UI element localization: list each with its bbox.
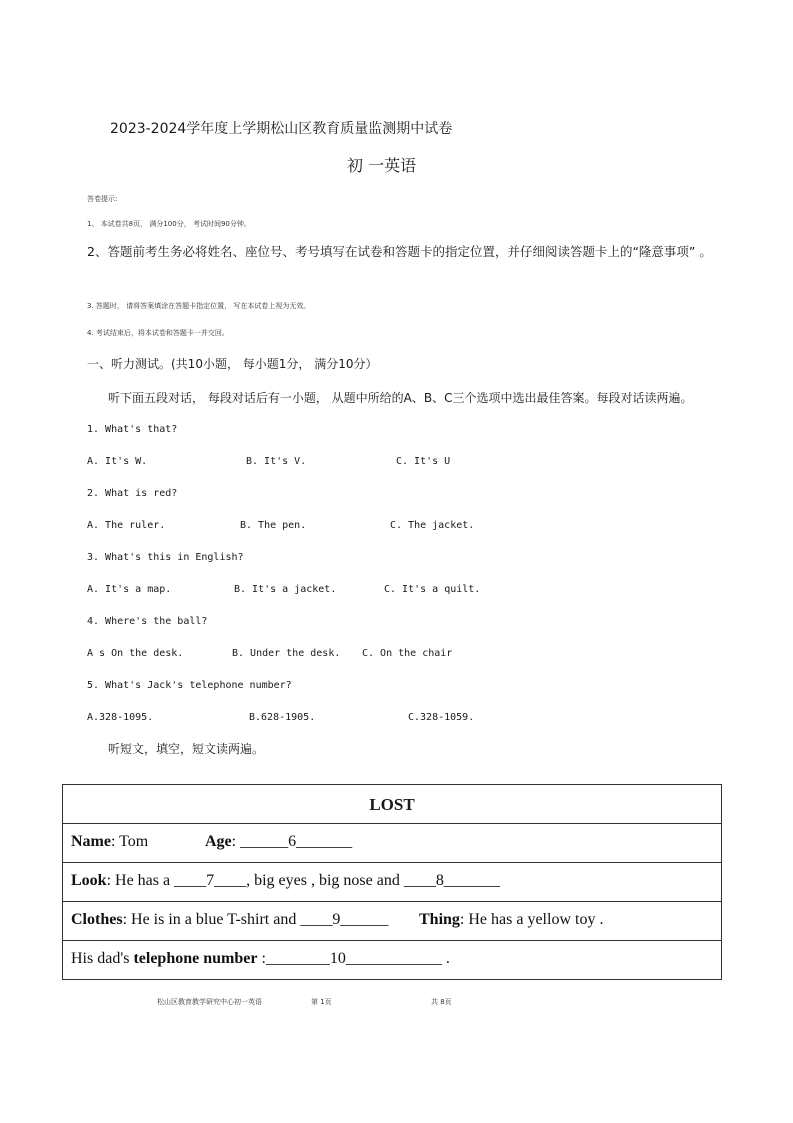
- look-blanks-7-8: : He has a ____7____, big eyes , big nose and ____8_______: [106, 872, 500, 889]
- thing-label: Thing: [419, 911, 460, 928]
- phone-label: telephone number: [133, 950, 258, 967]
- footer-total-pages: 共 8页: [431, 998, 452, 1006]
- note-1: 1、 本试卷共8页， 满分100分， 考试时间90分钟。: [87, 220, 251, 228]
- age-blank-6: : ______6_______: [231, 833, 353, 850]
- question-1: 1. What's that?: [87, 424, 178, 435]
- q2-option-c: C. The jacket.: [390, 520, 475, 531]
- note-2: 2、答题前考生务必将姓名、座位号、考号填写在试卷和答题卡的指定位置，并仔细阅读答题卡上的“隆意事项” 。: [87, 244, 712, 259]
- section1-heading: 一、听力测试。(共10小题， 每小题1分， 满分10分）: [87, 357, 378, 371]
- q5-option-c: C.328-1059.: [408, 712, 475, 723]
- q3-option-b: B. It's a jacket.: [234, 584, 337, 595]
- notes-heading: 答卷提示:: [87, 195, 118, 203]
- look-label: Look: [71, 872, 107, 889]
- question-3: 3. What's this in English?: [87, 552, 244, 563]
- question-5: 5. What's Jack's telephone number?: [87, 680, 292, 691]
- q3-option-c: C. It's a quilt.: [384, 584, 481, 595]
- note-4: 4. 考试结束后，将本试卷和答题卡一并交回。: [87, 329, 229, 337]
- lost-row-clothes: [63, 901, 721, 940]
- lost-row-phone: [63, 940, 721, 979]
- name-value: : Tom: [110, 833, 149, 850]
- phone-prefix: His dad's: [71, 950, 134, 967]
- q4-option-a: A s On the desk.: [87, 648, 184, 659]
- q4-option-b: B. Under the desk.: [232, 648, 341, 659]
- phone-blank-10: :________10____________ .: [257, 950, 450, 967]
- clothes-label: Clothes: [71, 911, 123, 928]
- q4-option-c: C. On the chair: [362, 648, 453, 659]
- q1-option-a: A. It's W.: [87, 456, 148, 467]
- q2-option-b: B. The pen.: [240, 520, 307, 531]
- q1-option-b: B. It's V.: [246, 456, 307, 467]
- footer-page-number: 第 1页: [311, 998, 332, 1006]
- exam-subtitle: 初 一英语: [347, 156, 417, 175]
- q2-option-a: A. The ruler.: [87, 520, 166, 531]
- clothes-blank-9: : He is in a blue T-shirt and ____9______: [122, 911, 389, 928]
- thing-value: : He has a yellow toy .: [459, 911, 604, 928]
- lost-row-name: [63, 823, 721, 862]
- q5-option-b: B.628-1905.: [249, 712, 316, 723]
- q3-option-a: A. It's a map.: [87, 584, 172, 595]
- q5-option-a: A.328-1095.: [87, 712, 154, 723]
- note-3: 3. 答题时， 请将答案填涂在答题卡指定位置， 写在本试卷上视为无效。: [87, 302, 311, 310]
- age-label: Age: [205, 833, 232, 850]
- question-2: 2. What is red?: [87, 488, 178, 499]
- exam-title: 2023-2024学年度上学期松山区教育质量监测期中试卷: [110, 121, 453, 137]
- section1-instruction: 听下面五段对话， 每段对话后有一小题， 从题中所给的A、B、C三个选项中选出最佳答案。每段对话读两遍。: [108, 391, 693, 405]
- section2-instruction: 听短文，填空，短文读两遍。: [108, 742, 265, 756]
- q1-option-c: C. It's U: [396, 456, 451, 467]
- lost-row-look: [63, 862, 721, 901]
- lost-notice-table: [62, 784, 722, 980]
- name-label: Name: [71, 833, 111, 850]
- footer-source: 松山区教育教学研究中心初一英语: [157, 998, 262, 1006]
- question-4: 4. Where's the ball?: [87, 616, 208, 627]
- lost-title: LOST: [369, 795, 415, 814]
